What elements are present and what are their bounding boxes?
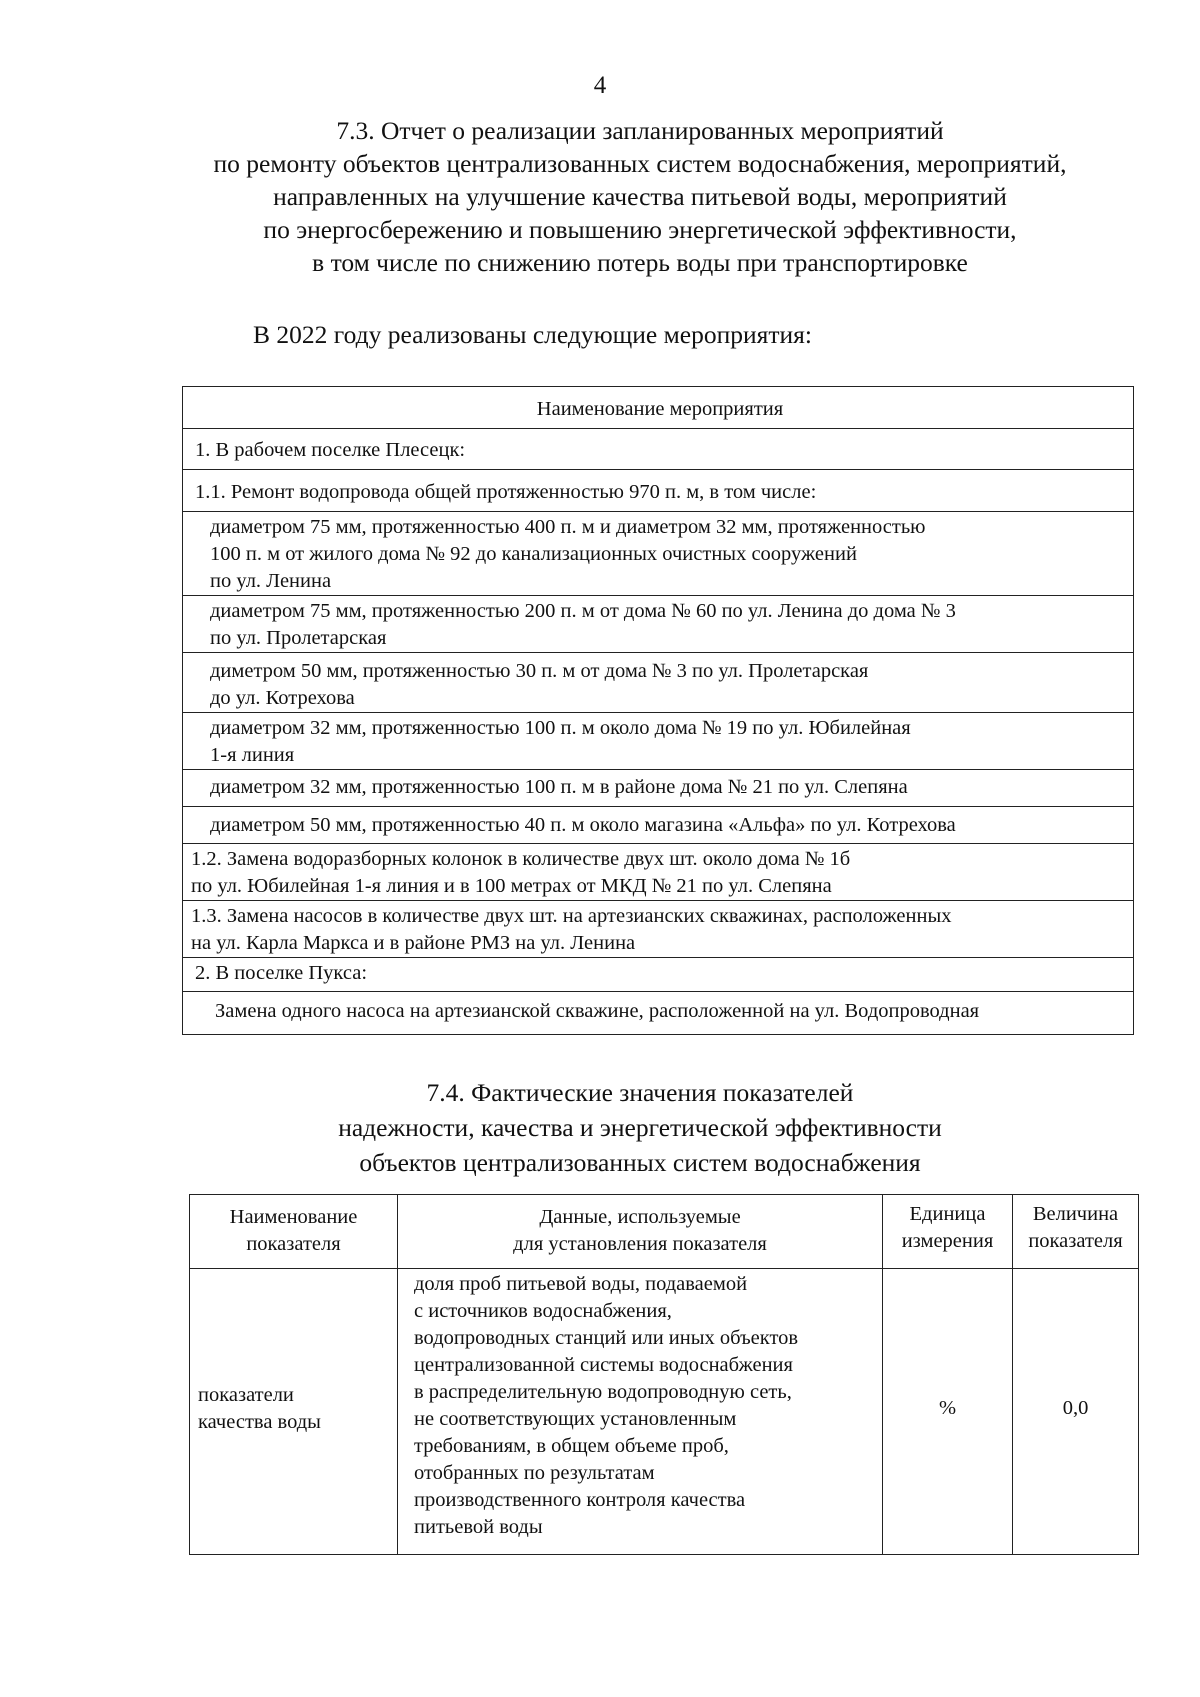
column-header: Единица измерения [883,1195,1013,1269]
table-row: диаметром 50 мм, протяженностью 40 п. м около магазина «Альфа» по ул. Котрехова [183,807,1134,844]
section-7-4-title [140,1075,1140,1180]
table-row: диметром 50 мм, протяженностью 30 п. м от дома № 3 по ул. Пролетарская до ул. Котрехова [183,653,1134,713]
title-line: объектов централизованных систем водоснабжения [359,1148,921,1177]
page-number: 4 [593,72,607,99]
indicator-unit: % [883,1269,1013,1555]
indicators-table [189,1194,1139,1555]
table-row: диаметром 75 мм, протяженностью 200 п. м от дома № 60 по ул. Ленина до дома № 3 по ул. Пролетарская [183,596,1134,653]
table-row: 1.2. Замена водоразборных колонок в количестве двух шт. около дома № 1б по ул. Юбилейная 1-я линия и в 100 метрах от МКД № 21 по ул. Слепяна [183,844,1134,901]
indicator-value: 0,0 [1013,1269,1139,1555]
table-row: диаметром 75 мм, протяженностью 400 п. м и диаметром 32 мм, протяженностью 100 п. м от жилого дома № 92 до канализационных очистных сооружений по ул. Ленина [183,512,1134,596]
title-line: в том числе по снижению потерь воды при транспортировке [312,248,968,277]
title-line: 7.4. Фактические значения показателей [426,1078,854,1107]
indicator-data: доля проб питьевой воды, подаваемой с источников водоснабжения, водопроводных станций или иных объектов централизованной системы водоснабжения в распределительную водопроводную сеть, не соответствующих установленным требованиям, в общем объеме проб, отобранных по результатам производственного контроля качества питьевой воды [398,1269,883,1555]
title-line: по энергосбережению и повышению энергетической эффективности, [263,215,1017,244]
title-line: надежности, качества и энергетической эффективности [338,1113,942,1142]
measures-table [182,386,1134,1035]
title-line: направленных на улучшение качества питьевой воды, мероприятий [273,182,1007,211]
column-header: Данные, используемые для установления показателя [398,1195,883,1269]
section-7-3-title [140,114,1140,279]
indicator-name: показатели качества воды [190,1269,398,1555]
title-line: по ремонту объектов централизованных систем водоснабжения, мероприятий, [213,149,1067,178]
table-row: диаметром 32 мм, протяженностью 100 п. м в районе дома № 21 по ул. Слепяна [183,770,1134,807]
table-header: Наименование мероприятия [183,387,1134,429]
column-header: Величина показателя [1013,1195,1139,1269]
table-row: 1.1. Ремонт водопровода общей протяженностью 970 п. м, в том числе: [183,470,1134,512]
table-row: диаметром 32 мм, протяженностью 100 п. м около дома № 19 по ул. Юбилейная 1-я линия [183,713,1134,770]
table-row: 1.3. Замена насосов в количестве двух шт. на артезианских скважинах, расположенных на ул. Карла Маркса и в районе РМЗ на ул. Ленина [183,901,1134,958]
column-header: Наименование показателя [190,1195,398,1269]
table-row: 1. В рабочем поселке Плесецк: [183,429,1134,470]
table-row: 2. В поселке Пукса: [183,958,1134,992]
title-line: 7.3. Отчет о реализации запланированных мероприятий [336,116,944,145]
table-row: Замена одного насоса на артезианской скважине, расположенной на ул. Водопроводная [183,992,1134,1035]
intro-text: В 2022 году реализованы следующие мероприятия: [253,320,812,349]
